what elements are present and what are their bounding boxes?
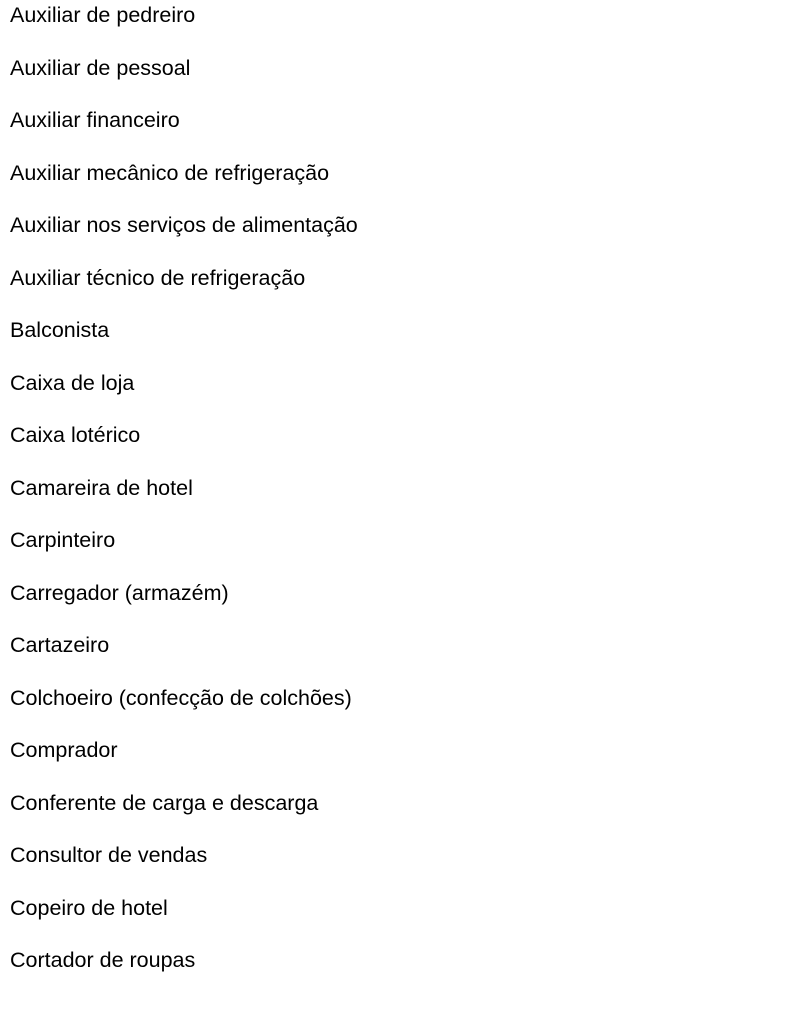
list-item: Carpinteiro (10, 528, 116, 552)
list-item: Colchoeiro (confecção de colchões) (10, 685, 352, 710)
list-item: Caixa lotérico (10, 423, 141, 447)
list-item: Auxiliar de pessoal (10, 55, 191, 80)
list-item: Auxiliar mecânico de refrigeração (10, 160, 330, 185)
list-item: Auxiliar técnico de refrigeração (10, 265, 306, 290)
list-item: Auxiliar financeiro (10, 108, 180, 132)
list-item: Conferente de carga e descarga (10, 790, 319, 815)
list-item: Carregador (armazém) (10, 580, 229, 605)
list-item: Caixa de loja (10, 370, 135, 395)
list-item: Cortador de roupas (10, 948, 196, 972)
list-item: Copeiro de hotel (10, 895, 168, 920)
list-item: Cartazeiro (10, 633, 110, 657)
list-item: Camareira de hotel (10, 475, 193, 500)
list-item: Comprador (10, 738, 118, 762)
list-item: Consultor de vendas (10, 843, 208, 867)
job-title-list (10, 0, 358, 998)
list-item: Balconista (10, 318, 110, 342)
list-item: Auxiliar de pedreiro (10, 3, 196, 27)
list-item: Auxiliar nos serviços de alimentação (10, 213, 358, 237)
